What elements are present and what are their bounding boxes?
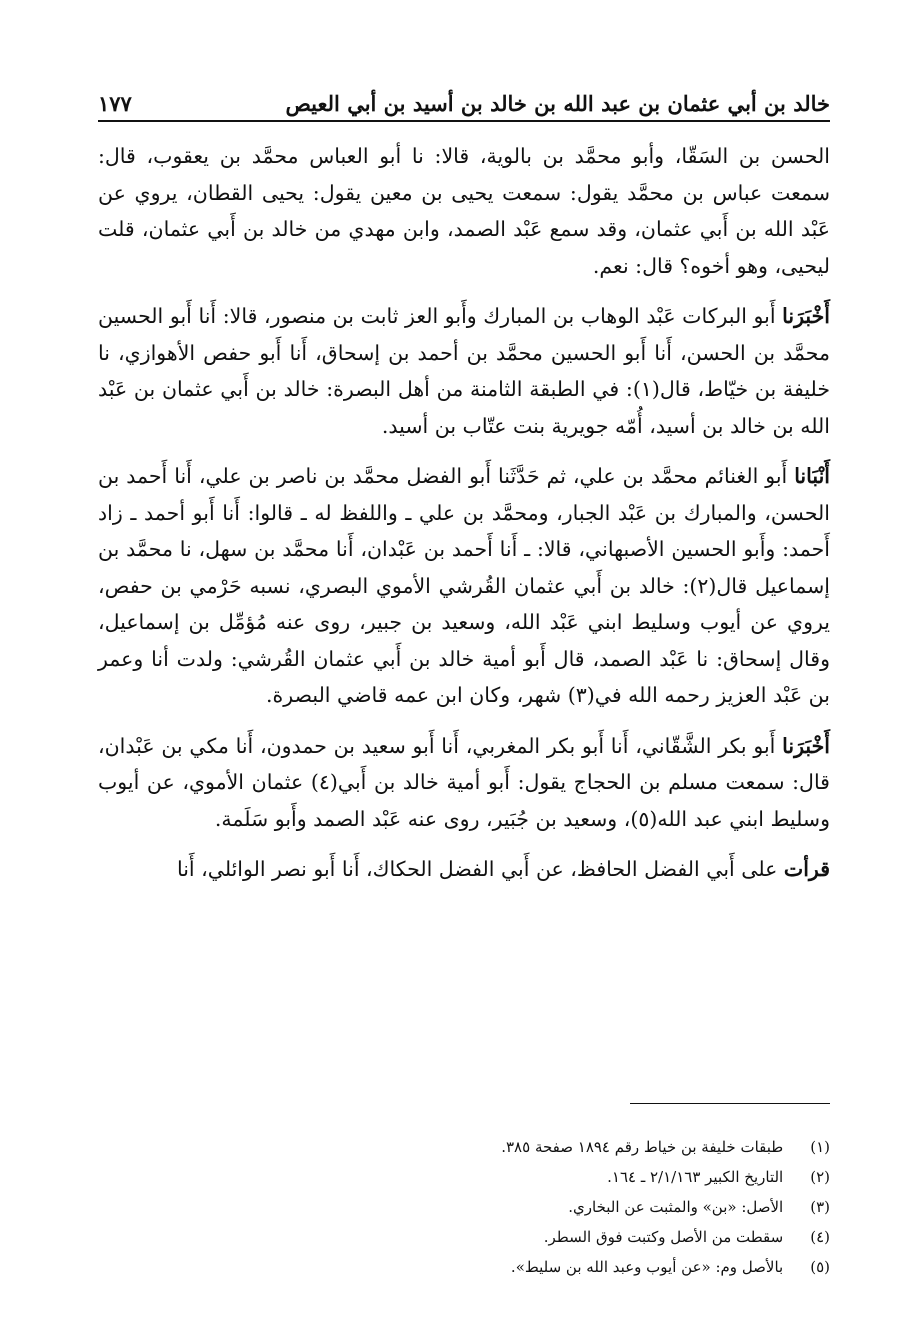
paragraph-text: أَبو البركات عَبْد الوهاب بن المبارك وأَبو العز ثابت بن منصور، قالا: أَنا أَبو الحسين محمَّد بن الحسن، أَنا أَبو الحسين محمَّد بن أحمد بن إسحاق، أَنا أَبو حفص الأهوازي، نا خليفة بن خيّاط، قال(١): في الطبقة الثامنة من أهل البصرة: خالد بن أَبي عثمان بن عَبْد الله بن خالد بن أسيد، أُمّه جويرية بنت عتّاب بن أسيد. [98, 304, 830, 438]
paragraph-text: على أَبي الفضل الحافظ، عن أَبي الفضل الحكاك، أَنا أَبو نصر الوائلي، أَنا [176, 857, 778, 881]
paragraph-text: أَبو بكر الشَّقّاني، أَنا أَبو بكر المغربي، أَنا أَبو سعيد بن حمدون، أَنا مكي بن عَبْدان، قال: سمعت مسلم بن الحجاج يقول: أَبو أمية خالد بن أَبي(٤) عثمان الأموي، عن أيوب وسليط ابني عبد الله(٥)، وسعيد بن جُبَير، روى عنه عَبْد الصمد وأَبو سَلَمة. [98, 733, 830, 831]
footnotes [120, 1132, 830, 1282]
footnote-4 [120, 1222, 830, 1252]
footnote-number: (٢) [810, 1168, 830, 1186]
paragraph-4 [98, 728, 830, 838]
page-number: ١٧٧ [98, 91, 132, 116]
main-text [98, 138, 830, 902]
paragraph-lead-word: أَنْبَانا [794, 464, 830, 488]
footnote-text: الأصل: «بن» والمثبت عن البخاري. [568, 1198, 784, 1216]
paragraph-1 [98, 138, 830, 284]
paragraph-text: الحسن بن السَقّا، وأبو محمَّد بن بالوية، قالا: نا أبو العباس محمَّد بن يعقوب، قال: سمعت عباس بن محمَّد يقول: سمعت يحيى بن معين يقول: يحيى القطان، يروي عن عَبْد الله بن أَبي عثمان، وقد سمع عَبْد الصمد، وابن مهدي من خالد بن أَبي عثمان، قلت ليحيى، وهو أخوه؟ قال: نعم. [98, 144, 830, 278]
footnote-2 [120, 1162, 830, 1192]
page-header [98, 82, 830, 122]
footnote-number: (٥) [810, 1258, 830, 1276]
footnote-text: سقطت من الأصل وكتبت فوق السطر. [543, 1228, 784, 1246]
paragraph-2 [98, 298, 830, 444]
footnote-text: التاريخ الكبير ٢/١/١٦٣ ـ ١٦٤. [607, 1168, 784, 1186]
footnote-text: طبقات خليفة بن خياط رقم ١٨٩٤ صفحة ٣٨٥. [501, 1138, 784, 1156]
paragraph-lead-word: قرأت [783, 857, 830, 881]
footnote-3 [120, 1192, 830, 1222]
paragraph-3 [98, 458, 830, 714]
paragraph-lead-word: أَخْبَرَنا [782, 733, 830, 758]
footnote-number: (٣) [810, 1198, 830, 1216]
footnote-divider [630, 1103, 830, 1104]
paragraph-lead-word: أَخْبَرَنا [782, 304, 830, 328]
footnote-text: بالأصل وم: «عن أيوب وعبد الله بن سليط». [510, 1258, 784, 1276]
footnote-number: (١) [810, 1138, 830, 1156]
paragraph-text: أَبو الغنائم محمَّد بن علي، ثم حَدَّثَنا أَبو الفضل محمَّد بن ناصر بن علي، أَنا أَحمد بن الحسن، والمبارك بن عَبْد الجبار، ومحمَّد بن علي ـ واللفظ له ـ قالوا: أَنا أَبو أحمد ـ زاد أَحمد: وأَبو الحسين الأصبهاني، قالا: ـ أَنا أَحمد بن عَبْدان، أَنا محمَّد بن سهل، نا محمَّد بن إسماعيل قال(٢): خالد بن أَبي عثمان القُرشي الأموي البصري، نسبه حَرْمي بن حفص، يروي عن أيوب وسليط ابني عَبْد الله، وسعيد بن جبير، روى عنه مُؤمِّل بن إسماعيل، وقال إسحاق: نا عَبْد الصمد، قال أَبو أمية خالد بن أَبي عثمان القُرشي: ولدت أنا وعمر بن عَبْد العزيز رحمه الله في(٣) شهر، وكان ابن عمه قاضي البصرة. [98, 464, 830, 707]
footnote-5 [120, 1252, 830, 1282]
running-title: خالد بن أبي عثمان بن عبد الله بن خالد بن أسيد بن أبي العيص [285, 91, 830, 116]
footnote-number: (٤) [810, 1228, 830, 1246]
paragraph-5 [98, 851, 830, 888]
footnote-1 [120, 1132, 830, 1162]
